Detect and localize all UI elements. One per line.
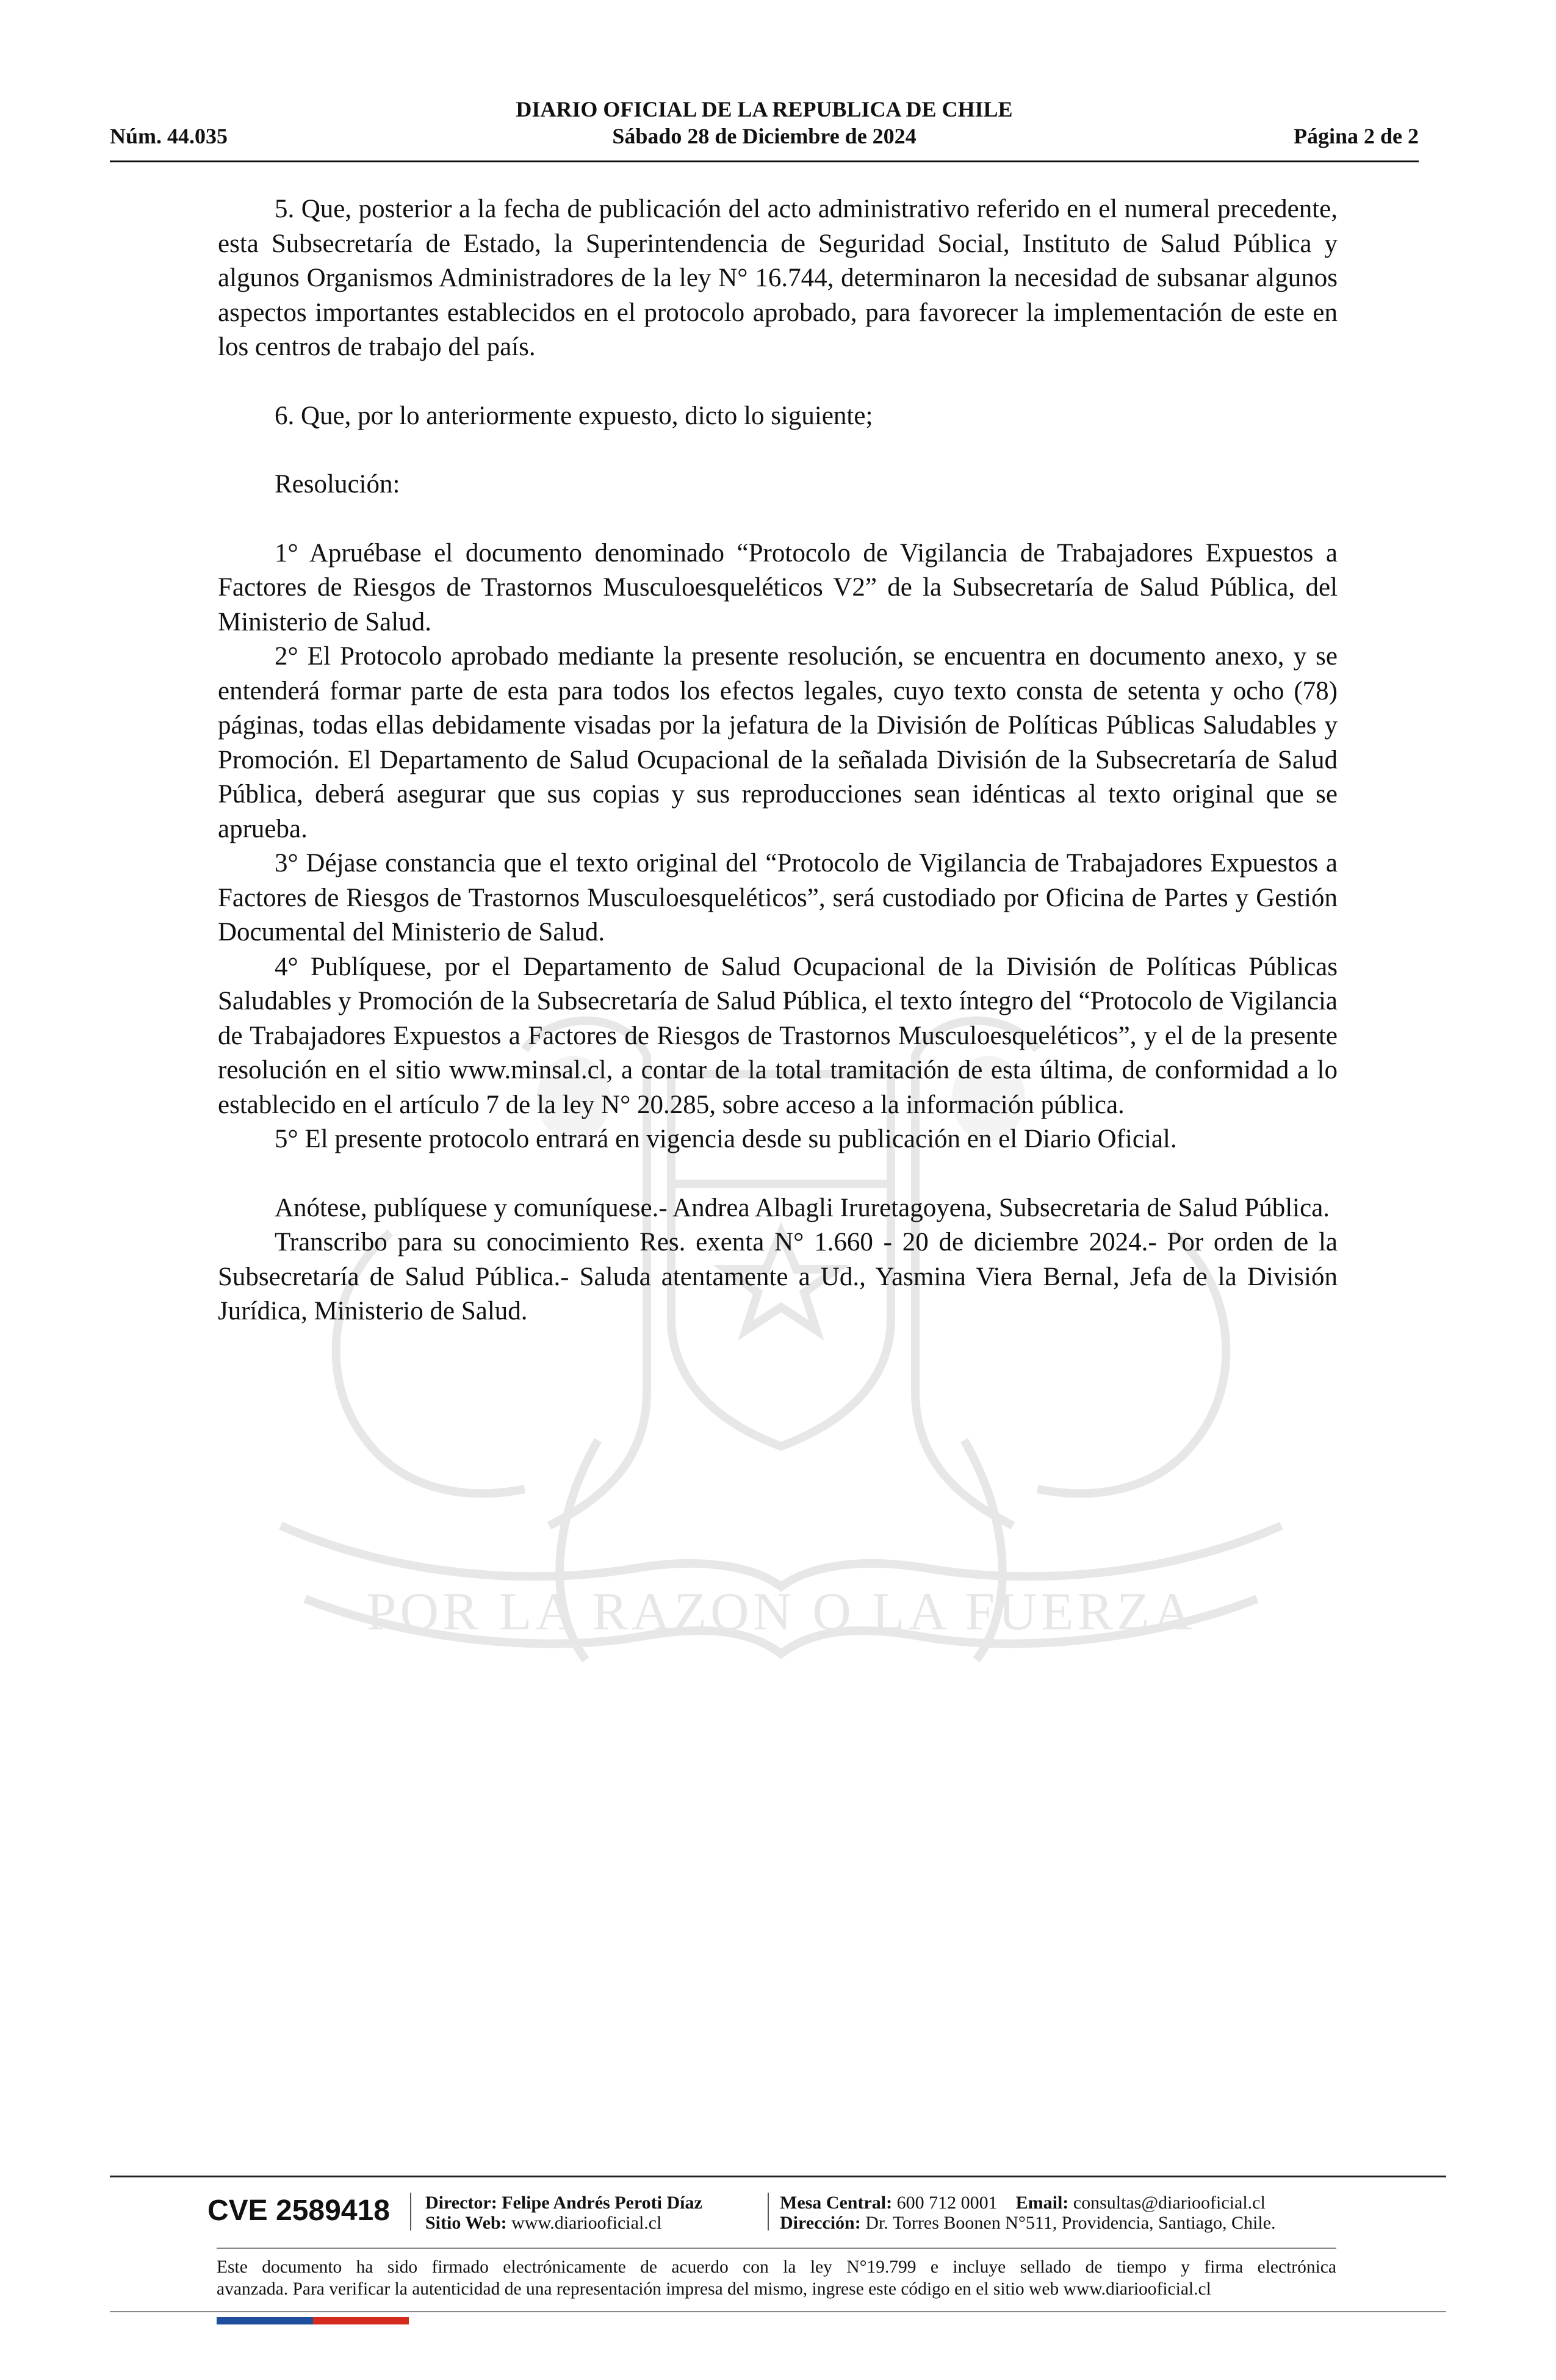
footer-separator [410,2193,411,2230]
footer-contact-block [780,2193,1276,2233]
resolution-item-5: 5° El presente protocolo entrará en vigencia desde su publicación en el Diario Oficial. [275,1125,1177,1153]
address-value: Dr. Torres Boonen N°511, Providencia, Santiago, Chile. [865,2213,1276,2233]
email-label: Email: [1015,2193,1069,2213]
footer-bottom-divider [110,2311,1446,2312]
flag-color-bar [217,2317,409,2324]
watermark-motto: POR LA RAZON O LA FUERZA [366,1582,1196,1642]
resolution-item-4: 4° Publíquese, por el Departamento de Salud Ocupacional de la División de Políticas Públicas Saludables y Promoción de la Subsecretaría de Salud Pública, el texto íntegro del “Protocolo de Vigilancia de Trabajadores Expuestos a Factores de Riesgos de Trastornos Musculoesqueléticos”, y el de la presente resolución en el sitio www.minsal.cl, a contar de la total tramitación de esta última, de conformidad a lo establecido en el artículo 7 de la ley N° 20.285, sobre acceso a la información pública. [218,952,1338,1119]
director-label: Director: [425,2193,497,2213]
closing-signature: Anótese, publíquese y comuníquese.- Andrea Albagli Iruretagoyena, Subsecretaria de Salud Pública. [275,1193,1330,1222]
issue-date: Sábado 28 de Diciembre de 2024 [612,124,917,148]
footer-inner-divider [217,2248,1336,2249]
transcription-note: Transcribo para su conocimiento Res. exenta N° 1.660 - 20 de diciembre 2024.- Por orden de la Subsecretaría de Salud Pública.- Saluda atentamente a Ud., Yasmina Viera Bernal, Jefa de la División Jurídica, Ministerio de Salud. [218,1228,1338,1325]
page-header [110,95,1419,162]
phone-value: 600 712 0001 [896,2193,998,2213]
issue-number: Núm. 44.035 [110,124,228,148]
paragraph-considerando-6: 6. Que, por lo anteriormente expuesto, dicto lo siguiente; [275,401,873,430]
flag-red-segment [313,2317,409,2324]
footer-top-divider [110,2176,1446,2177]
page-number: Página 2 de 2 [1293,124,1419,148]
email-value: consultas@diariooficial.cl [1073,2193,1266,2213]
document-body [218,192,1338,1329]
resolution-item-2: 2° El Protocolo aprobado mediante la presente resolución, se encuentra en documento anexo, y se entenderá formar parte de esta para todos los efectos legales, cuyo texto consta de setenta y ocho (78) páginas, todas ellas debidamente visadas por la jefatura de la División de Políticas Públicas Saludables y Promoción. El Departamento de Salud Ocupacional de la señalada División de la Subsecretaría de Salud Pública, deberá asegurar que sus copias y sus reproducciones sean idénticas al texto original que se aprueba. [218,642,1338,843]
newspaper-title: DIARIO OFICIAL DE LA REPUBLICA DE CHILE [516,97,1013,121]
paragraph-considerando-5: 5. Que, posterior a la fecha de publicación del acto administrativo referido en el numeral precedente, esta Subsecretaría de Estado, la Superintendencia de Seguridad Social, Instituto de Salud Pública y algunos Organismos Administradores de la ley N° 16.744, determinaron la necesidad de subsanar algunos aspectos importantes establecidos en el protocolo aprobado, para favorecer la implementación de este en los centros de trabajo del país. [218,195,1338,361]
cve-code: CVE 2589418 [207,2194,390,2227]
notice-line-1: Este documento ha sido firmado electrónicamente de acuerdo con la ley N°19.799 e incluye sellado de tiempo y firma electrónica [217,2257,1336,2277]
resolution-item-1: 1° Apruébase el documento denominado “Protocolo de Vigilancia de Trabajadores Expuestos a Factores de Riesgos de Trastornos Musculoesqueléticos V2” de la Subsecretaría de Salud Pública, del Ministerio de Salud. [218,538,1338,636]
electronic-signature-notice [217,2256,1336,2300]
director-name: Felipe Andrés Peroti Díaz [502,2193,702,2213]
web-label: Sitio Web: [425,2213,507,2233]
web-value: www.diariooficial.cl [511,2213,662,2233]
flag-blue-segment [217,2317,313,2324]
resolucion-heading: Resolución: [275,470,400,499]
footer-separator [768,2193,769,2230]
footer-director-block [425,2193,702,2233]
address-label: Dirección: [780,2213,861,2233]
notice-line-2: avanzada. Para verificar la autenticidad de una representación impresa del mismo, ingrese este código en el sitio web www.diariooficial.cl [217,2279,1211,2299]
resolution-item-3: 3° Déjase constancia que el texto original del “Protocolo de Vigilancia de Trabajadores Expuestos a Factores de Riesgos de Trastornos Musculoesqueléticos”, será custodiado por Oficina de Partes y Gestión Documental del Ministerio de Salud. [218,849,1338,947]
phone-label: Mesa Central: [780,2193,893,2213]
